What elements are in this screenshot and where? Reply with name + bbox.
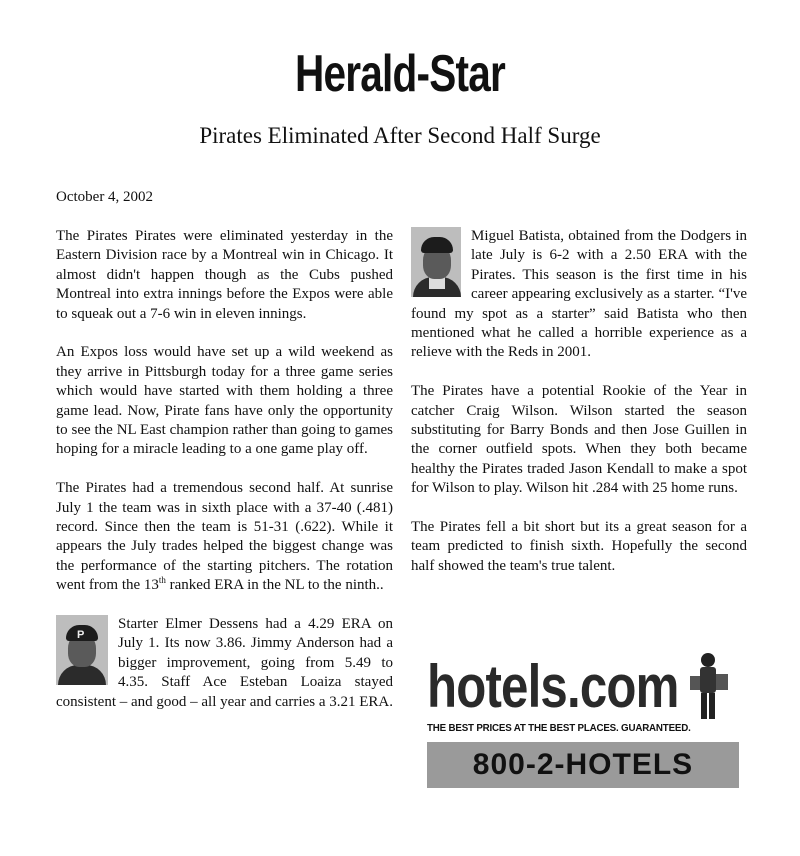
paragraph <box>56 479 393 595</box>
cap-letter: P <box>77 629 85 642</box>
paragraph-text: Starter Elmer Dessens had a 4.29 ERA on July 1. Its now 3.86. Jimmy Anderson had a bigger improvement, going from 5.49 to 4.35. Staff Ace Esteban Loaiza stayed consistent – and good – all year and carries a 3.21 ERA. <box>56 616 393 710</box>
paragraph-text: The Pirates had a tremendous second half. At sunrise July 1 the team was in sixth place with a 37-40 (.481) record. Since then the team is 51-31 (.622). While it appears the July trades helped the biggest change was the performance of the starting pitchers. The rotation went from the 13 <box>56 480 393 594</box>
dessens-photo <box>56 615 108 685</box>
article-date: October 4, 2002 <box>56 189 154 205</box>
paragraph: The Pirates have a potential Rookie of the Year in catcher Craig Wilson. Wilson started the season substituting for Barry Bonds and then Jose Guillen in the corner outfield spots. When they both became healthy the Pirates traded Jason Kendall to make a spot for Wilson to play. Wilson hit .284 with 25 home runs. <box>411 383 747 497</box>
photo-cap <box>421 237 453 253</box>
left-column <box>56 227 393 732</box>
ad-phone-number: 800-2-HOTELS <box>427 742 739 788</box>
photo-cap <box>66 625 98 641</box>
paragraph <box>411 227 747 363</box>
paragraph: The Pirates Pirates were eliminated yesterday in the Eastern Division race by a Montreal win in Chicago. It almost didn't happen though as the Cubs pushed Montreal into extra innings before the Expos were able to squeak out a 7-6 win in eleven innings. <box>56 228 393 322</box>
batista-photo <box>411 227 461 297</box>
headline: Pirates Eliminated After Second Half Surge <box>199 123 601 148</box>
superscript: th <box>158 575 166 586</box>
bellhop-mascot-icon <box>688 650 732 724</box>
hotels-logo: hotels.com <box>427 653 679 720</box>
right-column <box>411 227 747 596</box>
ad-tagline: THE BEST PRICES AT THE BEST PLACES. GUARANTEED. <box>427 722 691 734</box>
hotels-advertisement[interactable] <box>411 650 746 790</box>
masthead: Herald-Star <box>294 45 506 103</box>
paragraph: The Pirates fell a bit short but its a great season for a team predicted to finish sixth. Hopefully the second half showed the team's true talent. <box>411 519 747 574</box>
paragraph <box>56 615 393 712</box>
paragraph: An Expos loss would have set up a wild weekend as they arrive in Pittsburgh today for a three game series which would have started with them holding a three game lead. Now, Pirate fans have only the opportunity to see the NL East champion rather than going to games hoping for a miracle leading to a one game play off. <box>56 344 393 458</box>
photo-shoulders <box>58 665 106 685</box>
paragraph-text: Miguel Batista, obtained from the Dodgers in late July is 6-2 with a 2.50 ERA with the Pirates. This season is the first time in his career appearing exclusively as a starter. “I've found my spot as a starter” said Batista who then mentioned what he called a horrible experience as a relieve with the Reds in 2001. <box>411 228 747 361</box>
paragraph-text: ranked ERA in the NL to the ninth.. <box>165 577 384 594</box>
